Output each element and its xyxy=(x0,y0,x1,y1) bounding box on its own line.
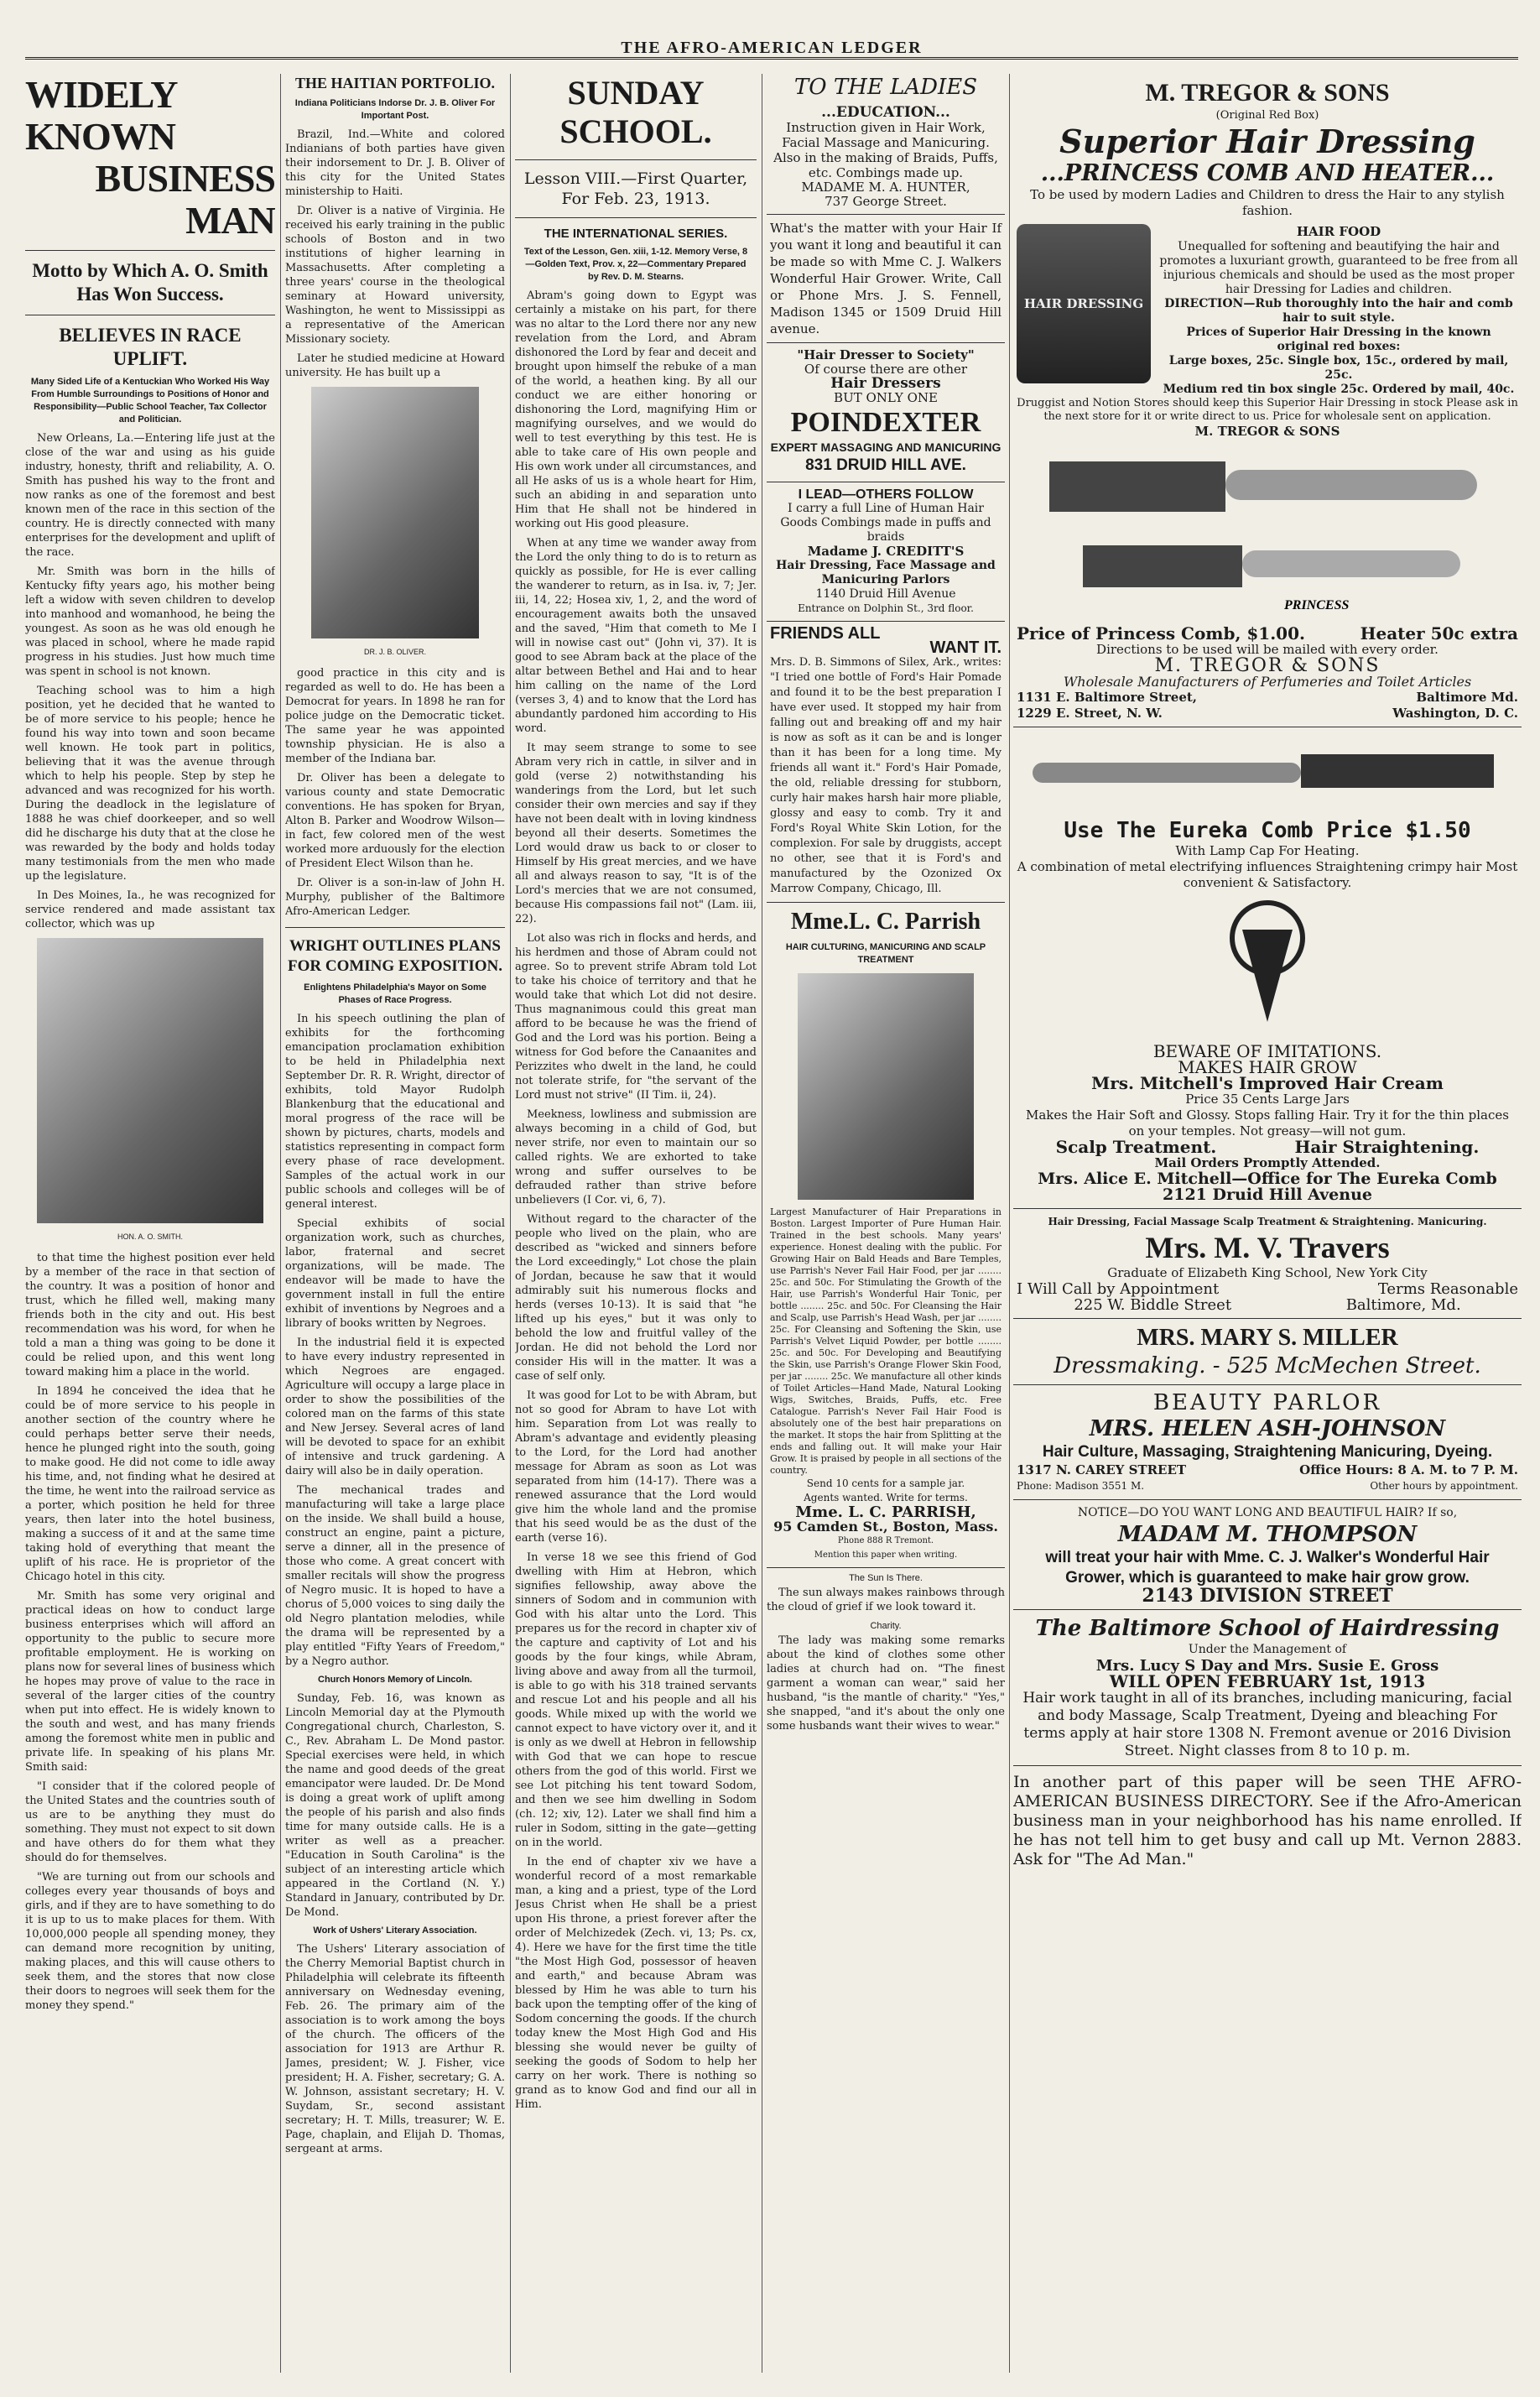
subheading: Indiana Politicians Indorse Dr. J. B. Oliver For Important Post. xyxy=(294,98,496,121)
masthead: THE AFRO-AMERICAN LEDGER xyxy=(25,39,1518,60)
ad-address: 95 Camden St., Boston, Mass. xyxy=(773,1519,998,1535)
paragraph: Without regard to the character of the people who lived on the plain, who are described as "wicked and sinners before the Lord exceedingly," Lot chose the plain of Jordan, because he saw that it would admirably suit his numerous flocks and herds (verses 10-13). It is said that "he lifted up his eyes," but it was only to behold the low and fruitful valley of the Jordan. He did not behold the Lord nor consider His will in the matter. It was a case of self only. xyxy=(515,1213,757,1383)
paragraph: Sunday, Feb. 16, was known as Lincoln Memorial day at the Plymouth Congregational church, Charleston, S. C., Rev. Abraham L. De Mond pastor. Special exercises were held, in which the name and good deeds of the great emancipator were lauded. Dr. De Mond is doing a great work of uplift among the people of his parish and also finds time for many outside calls. He is a writer as well as a preacher. "Education in South Carolina" is the subject of an interesting article which appeared in the Cortland (N. Y.) Standard in January, contributed by Dr. De Mond. xyxy=(285,1692,505,1919)
ad-hunter xyxy=(767,101,1005,215)
paragraph: Teaching school was to him a high position, yet he decided that he wanted to be of more service to his people; hence he found his way into town and soon became well known. He took part in politics, believing that it was the avenue through which to help his people. Step by step he advanced and was recognized for his worth. During the deadlock in the legislature of 1888 he was chief doorkeeper, and so well did he discharge his duty that at the close he was rewarded by the body and holds today many testimonials from the men who made up the legislature. xyxy=(25,685,275,883)
ad-line: EXPERT MASSAGING AND MANICURING xyxy=(770,440,1002,454)
paragraph: Brazil, Ind.—White and colored Indianians of both parties have given their indorsement to Dr. J. B. Oliver of this city for the United States ministership to Haiti. xyxy=(285,128,505,198)
ad-fennell: What's the matter with your Hair If you want it long and beautiful it can be made so with Mme C. J. Walkers Wonderful Hair Grower. Write, Call or Phone Mrs. J. S. Fennell, Madison 1345 or 1509 Druid Hill avenue. xyxy=(767,215,1005,343)
ad-brand: Mrs. M. V. Travers xyxy=(1145,1231,1390,1264)
ad-price: Heater 50c extra xyxy=(1360,623,1518,644)
ad-line: Office Hours: 8 A. M. to 7 P. M. xyxy=(1299,1462,1518,1477)
lesson-title: Lesson VIII.—First Quarter, For Feb. 23, 1913. xyxy=(523,169,748,208)
ad-address: 2143 DIVISION STREET xyxy=(1142,1585,1393,1607)
section-heading: THE HAITIAN PORTFOLIO. xyxy=(295,75,495,91)
headline-line-2: BUSINESS MAN xyxy=(95,157,275,242)
headline-line-1: WIDELY KNOWN xyxy=(25,74,176,158)
ad-travers xyxy=(1013,1209,1522,1319)
headline: SUNDAY SCHOOL. xyxy=(559,74,712,150)
ad-line: Dressmaking. - 525 McMechen Street. xyxy=(1054,1353,1481,1378)
paragraph: The Ushers' Literary association of the Cherry Memorial Baptist church in Philadelphia will celebrate its fifteenth anniversary on Wednesday evening, Feb. 26. The primary aim of the association is to work among the boys of the church. The officers of the association for 1913 are Arthur R. James, president; W. J. Fisher, vice president; H. A. Fisher, secretary; G. A. W. Johnson, assistant secretary; H. V. Suydam, Sr., second assistant secretary; H. T. Mills, treasurer; W. E. Page, chaplain, and Elijah D. Thomas, sergeant at arms. xyxy=(285,1943,505,2155)
article-deck: Many Sided Life of a Kentuckian Who Worked His Way From Humble Surroundings to Positions of Honor and Responsibility—Public School Teacher, Tax Collector and Politician. xyxy=(30,377,270,425)
ad-creditt xyxy=(767,482,1005,622)
princess-label: PRINCESS xyxy=(1284,598,1350,612)
ad-line: Hair Dressing, Facial Massage Scalp Treatment & Straightening. Manicuring. xyxy=(1048,1216,1487,1227)
ad-line: HAIR CULTURING, MANICURING AND SCALP TREATMENT xyxy=(785,942,986,965)
ad-parrish xyxy=(767,903,1005,1568)
lamp-cap-emblem-illustration xyxy=(1213,896,1322,1039)
ad-text: DIRECTION—Rub thoroughly into the hair and comb hair to suit style. xyxy=(1164,297,1513,325)
paragraph: Dr. Oliver is a native of Virginia. He received his early training in the public schools of Boston and in two institutions of higher learning in Massachusetts. After completing a three years' course in the theological seminary at Howard university, Washington, he went to Mississippi as a representative of the American Missionary society. xyxy=(285,205,505,346)
ad-address: Baltimore, Md. xyxy=(1345,1296,1461,1314)
ad-text: Druggist and Notion Stores should keep this Superior Hair Dressing in stock Please ask in the next store for it or write direct to us. Price for wholesale sent on application. xyxy=(1017,397,1518,423)
ad-poindexter xyxy=(767,343,1005,482)
ad-heading: WANT IT. xyxy=(929,638,1002,657)
ad-address: 1131 E. Baltimore Street, xyxy=(1017,690,1198,705)
ad-text: Hair work taught in all of its branches, including manicuring, facial and body Massage, Scalp Treatment, Dyeing and bleaching For terms apply at hair store 1308 N. Fremont avenue or 2016 Division Street. Night classes from 8 to 10 p. m. xyxy=(1022,1690,1512,1759)
ad-line: "Hair Dresser to Society" xyxy=(797,347,975,362)
ad-text: Instruction given in Hair Work, Facial Massage and Manicuring. Also in the making of Braids, Puffs, etc. Combings made up. xyxy=(773,120,998,180)
ad-line: Hair Straightening. xyxy=(1294,1137,1480,1157)
ad-price: Large boxes, 25c. Single box, 15c., ordered by mail, 25c. xyxy=(1168,354,1509,382)
ad-line: Other hours by appointment. xyxy=(1370,1480,1518,1492)
ad-heading: FRIENDS ALL xyxy=(770,624,881,643)
lesson-text-note: Text of the Lesson, Gen. xiii, 1-12. Memory Verse, 8—Golden Text, Prov. x, 22—Commentary Prepared by Rev. D. M. Stearns. xyxy=(523,247,748,282)
ad-eureka-comb xyxy=(1013,727,1522,1209)
column-smith-article xyxy=(25,74,275,2373)
ad-address: 2121 Druid Hill Avenue xyxy=(1163,1185,1372,1204)
portrait-photo-smith xyxy=(37,938,263,1223)
ad-text: To be used by modern Ladies and Children to dress the Hair to any stylish fashion. xyxy=(1030,187,1505,218)
item-heading: Charity. xyxy=(870,1621,902,1631)
ad-line: Of course there are other xyxy=(804,362,968,377)
column-sunday-school xyxy=(515,74,757,2373)
ad-heading: MAKES HAIR GROW xyxy=(1178,1057,1357,1077)
ad-heading: Use The Eureka Comb Price $1.50 xyxy=(1064,818,1471,843)
ad-text: A combination of metal electrifying influences Straightening crimpy hair Most convenient & Satisfactory. xyxy=(1017,859,1518,890)
ad-line: Terms Reasonable xyxy=(1377,1280,1518,1298)
hair-dressing-tin-illustration: HAIR DRESSING xyxy=(1017,224,1151,383)
ad-text: Largest Manufacturer of Hair Preparations in Boston. Largest Importer of Pure Human Hair. Trained in the best schools. Many years' experience. Honest dealing with the public. For Growing Hair on Bald Heads and Bare Temples, use Parrish's Never Fail Hair Food, per jar ........ 25c. and 50c. For Stimulating the Growth of the Hair, use Parrish's Wonderful Hair Tonic, per bottle ........ 25c. and 50c. For Cleansing the Hair and Scalp, use Parrish's Head Wash, per jar ........ 25c. For Cleansing and Softening the Skin, use Parrish's Velvet Liquid Powder, per bottle ........ 25c. and 50c. For Developing and Beautifying the Skin, use Parrish's Orange Flower Skin Food, per jar ........ 25c. We manufacture all other kinds of Toilet Articles—Hand Made, Natural Looking Wigs, Switches, Braids, Puffs, etc. Free Catalogue. Parrish's Never Fail Hair Food is absolutely one of the best hair preparations on the market. It stops the hair from Splitting at the ends and falling out. It will make your Hair Grow. It is praised by people in all sections of the country. xyxy=(770,1206,1002,1476)
ad-brand: MRS. HELEN ASH-JOHNSON xyxy=(1089,1416,1446,1441)
ad-note: Entrance on Dolphin St., 3rd floor. xyxy=(798,602,974,614)
portrait-photo-oliver xyxy=(311,387,479,638)
paragraph: The mechanical trades and manufacturing will take a large place on the inside. We shall build a house, construct an engine, paint a picture, serve a dinner, all in the presence of those who come. A great concert with smaller recitals will show the progress of Negro music. It is hoped to have a chorus of 5,000 voices to sing daily the old Negro plantation melodies, while the drama will be represented by a play entitled "Fifty Years of Freedom," by a Negro author. xyxy=(285,1484,505,1668)
paragraph: Meekness, lowliness and submission are always becoming in a child of God, but never strife, nor even to maintain our so called rights. We are exhorted to take wrong and suffer ourselves to be defrauded rather than strive before unbelievers (I Cor. vi, 6, 7). xyxy=(515,1108,757,1206)
column-haitian-portfolio xyxy=(285,74,505,2373)
item-heading: The Sun Is There. xyxy=(849,1573,923,1583)
ad-brand: M. TREGOR & SONS xyxy=(1154,655,1381,676)
ad-line: M. TREGOR & SONS xyxy=(1194,424,1340,439)
ad-name: Madame J. CREDITT'S xyxy=(807,544,965,559)
ad-line: Agents wanted. Write for terms. xyxy=(804,1492,968,1503)
ad-line: Mail Orders Promptly Attended. xyxy=(1154,1155,1381,1170)
paragraph: In his speech outlining the plan of exhibits for the forthcoming emancipation proclamation exhibition to be held in Philadelphia next September Dr. R. R. Wright, director of exhibits, told Mayor Rudolph Blankenburg that the educational and moral progress of the race will be shown by pictures, charts, models and statistics representing in compact form every phase of race development. Samples of the actual work in our public schools and colleges will be of general interest. xyxy=(285,1013,505,1211)
column-hair-ads xyxy=(1013,74,1522,2373)
ad-line: Directions to be used will be mailed with every order. xyxy=(1096,642,1439,657)
ad-address: 1317 N. CAREY STREET xyxy=(1017,1462,1187,1477)
subheading: Church Honors Memory of Lincoln. xyxy=(318,1675,472,1685)
paragraph: good practice in this city and is regarded as well to do. He has been a Democrat for years. In 1898 he ran for police judge on the Democratic ticket. The same year he was appointed township physician. He is also a member of the Indiana bar. xyxy=(285,667,505,765)
ad-name: MADAME M. A. HUNTER, xyxy=(801,180,970,195)
ad-line: Scalp Treatment. xyxy=(1055,1137,1217,1157)
ad-address: 1229 E. Street, N. W. xyxy=(1017,706,1163,721)
paragraph: Lot also was rich in flocks and herds, and his herdmen and those of Abram could not agree. So to prevent strife Abram told Lot to take his choice of territory and that he would take that which Lot did not desire. Thus magnanimous could this great man afford to be because he was the friend of God and the Lord was his portion. Being a witness for God before the Canaanites and Perizzites who dwelt in the land, he could not tolerate strife, for "the servant of the Lord must not strive" (II Tim. ii, 24). xyxy=(515,932,757,1102)
ad-ash-johnson xyxy=(1013,1385,1522,1500)
ad-address: 225 W. Biddle Street xyxy=(1074,1296,1232,1314)
ad-line: Send 10 cents for a sample jar. xyxy=(806,1477,965,1489)
ad-brand: MADAM M. THOMPSON xyxy=(1117,1522,1418,1547)
portrait-photo-parrish xyxy=(798,973,974,1200)
ladies-heading: TO THE LADIES xyxy=(793,75,978,100)
photo-caption: DR. J. B. OLIVER. xyxy=(363,648,427,656)
eureka-comb-illustration xyxy=(1024,737,1511,813)
ad-text: will treat your hair with Mme. C. J. Walker's Wonderful Hair Grower, which is guaranteed to make hair grow grow. xyxy=(1045,1549,1490,1587)
ad-line: Graduate of Elizabeth King School, New York City xyxy=(1107,1265,1428,1280)
ad-heading: Superior Hair Dressing xyxy=(1059,122,1475,160)
headline-line-2: FOR COMING EXPOSITION. xyxy=(288,957,502,975)
paragraph: In Des Moines, Ia., he was recognized for service rendered and made assistant tax collector, which was up xyxy=(25,889,275,930)
column-ladies-ads xyxy=(767,74,1005,2373)
ad-text: Mrs. D. B. Simmons of Silex, Ark., writes: "I tried one bottle of Ford's Hair Pomade and found it to be the best preparation I have ever used. It stopped my hair from falling out and breaking off and my hair is now as soft as it can be and is longer than it has been for a long time. My friends all want it." Ford's Hair Pomade, the old, reliable dressing for stubborn, curly hair makes harsh hair more pliable, glossy and easy to comb. Try it and Ford's Royal White Skin Lotion, for the complexion. For sale by druggists, accept no other, see that it is Ford's and manufactured by the Ozonized Ox Marrow Company, Chicago, Ill. xyxy=(770,656,1002,895)
subheading: Enlightens Philadelphia's Mayor on Some Phases of Race Progress. xyxy=(304,982,486,1005)
ad-heading: ...EDUCATION... xyxy=(821,104,950,121)
paragraph: Mr. Smith was born in the hills of Kentucky fifty years ago, his mother being left a widow with seven children to develop into manhood and womanhood, he being the youngest. As soon as he was old enough he was placed in school, where he made rapid progress in his studies. Just how much time was spent in school is not known. xyxy=(25,565,275,678)
photo-caption: HON. A. O. SMITH. xyxy=(117,1232,183,1241)
ad-thompson xyxy=(1013,1500,1522,1610)
subheadline: Motto by Which A. O. Smith Has Won Success. xyxy=(32,260,268,305)
ad-phone: Phone: Madison 3551 M. xyxy=(1017,1480,1145,1492)
ad-line: With Lamp Cap For Heating. xyxy=(1175,843,1360,858)
ad-heading: ...PRINCESS COMB AND HEATER... xyxy=(1040,160,1495,186)
ad-line: NOTICE—DO YOU WANT LONG AND BEAUTIFUL HAIR? If so, xyxy=(1077,1506,1458,1519)
ad-address: 831 DRUID HILL AVE. xyxy=(805,456,966,474)
ad-address: Baltimore Md. xyxy=(1416,690,1518,705)
ad-heading: BEAUTY PARLOR xyxy=(1152,1390,1382,1415)
ad-baltimore-school xyxy=(1013,1610,1522,1766)
ad-brand: POINDEXTER xyxy=(790,407,981,438)
ad-line: BUT ONLY ONE xyxy=(834,390,938,405)
ad-brand: Mme.L. C. Parrish xyxy=(790,909,981,935)
ad-name: Mme. L. C. PARRISH, xyxy=(795,1503,976,1521)
ad-brand: MRS. MARY S. MILLER xyxy=(1137,1325,1398,1351)
ad-price: Medium red tin box single 25c. Ordered by mail, 40c. xyxy=(1163,383,1515,396)
ad-name: Mrs. Alice E. Mitchell—Office for The Eureka Comb xyxy=(1038,1170,1497,1188)
column-rule xyxy=(510,74,511,2373)
series-title: THE INTERNATIONAL SERIES. xyxy=(544,227,728,241)
column-rule xyxy=(1009,74,1010,2373)
paragraph: When at any time we wander away from the Lord the only thing to do is to return as quickly as possible, for He is ever calling the wanderer to return, as in Isa. iv, 7; Jer. iii, 14, 22; Hosea xiv, 1, 2, and the word of encouragement awaits both the unsaved and the saved, "Him that cometh to Me I will in nowise cast out" (John vi, 37). It is good to see Abram back at the place of the altar between Bethel and Hai and to hear him calling on the name of the Lord (verses 3, 4) and to know that the Lord has abundantly pardoned him according to His word. xyxy=(515,537,757,735)
ad-brand: The Baltimore School of Hairdressing xyxy=(1035,1616,1500,1641)
ad-text: I carry a full Line of Human Hair Goods Combings made in puffs and braids xyxy=(780,502,991,544)
ad-tregor xyxy=(1013,74,1522,727)
paragraph: Special exhibits of social organization work, such as churches, labor, fraternal and secret organizations, will be made. The endeavor will be made to have the government install in full the entire exhibit of inventions by Negroes and a library of books written by Negroes. xyxy=(285,1217,505,1330)
paragraph: Mr. Smith has some very original and practical ideas on how to conduct large business enterprises which will afford an opportunity to the public to secure more profitable employment. He is working on plans now for several lines of business which he hopes may prove of value to the race in several of the larger cities of the country when put into effect. He is widely known to the south and west, and has many friends among the foremost white men in public and private life. In speaking of his plans Mr. Smith said: xyxy=(25,1590,275,1774)
ad-heading: BEWARE OF IMITATIONS. xyxy=(1152,1041,1382,1061)
paragraph: New Orleans, La.—Entering life just at the close of the war and using as his guide industry, honesty, thrift and reliability, A. O. Smith has pushed his way to the front and now ranks as one of the foremost and best known men of the race in this section of the country. He is directly connected with many enterprises for the development and uplift of the race. xyxy=(25,432,275,559)
ad-text: Prices of Superior Hair Dressing in the known original red boxes: xyxy=(1186,326,1491,353)
paragraph: It may seem strange to some to see Abram very rich in cattle, in silver and in gold (verse 2) notwithstanding his wanderings from the Lord, but let such consider their own mercies and say if they have not been dealt with in loving kindness beyond all their deserts. Sometimes the Lord would draw us back to or closer to Himself by His great mercies, and we have all and always reason to say, "It is of the Lord's mercies that we are not consumed, because His compassions fail not" (Lam. iii, 22). xyxy=(515,742,757,925)
subheading: Work of Ushers' Literary Association. xyxy=(313,1925,477,1936)
ad-text: Unequalled for softening and beautifying the hair and promotes a luxuriant growth, guaranteed to be free from all injurious chemicals and should be used as the most proper hair Dressing for Ladies and children. xyxy=(1159,240,1518,296)
ad-name: Mrs. Lucy S Day and Mrs. Susie E. Gross xyxy=(1095,1657,1439,1675)
ad-heading: HAIR FOOD xyxy=(1296,224,1381,239)
business-directory-notice: In another part of this paper will be seen THE AFRO-AMERICAN BUSINESS DIRECTORY. See if the Afro-American business man in your neighborhood has his name enrolled. If he has not tell him to get busy and call up Mt. Vernon 2883. Ask for "The Ad Man." xyxy=(1013,1773,1522,1868)
paragraph: The lady was making some remarks about the kind of clothes some other ladies at church had on. "The finest garment a woman can wear," said her husband, "is the mantle of charity." "Yes," she snapped, "and it's about the only one some husbands want their wives to wear." xyxy=(767,1634,1005,1733)
ad-line: I Will Call by Appointment xyxy=(1017,1280,1220,1298)
subheadline-2: BELIEVES IN RACE UPLIFT. xyxy=(59,325,242,369)
paragraph: Dr. Oliver is a son-in-law of John H. Murphy, publisher of the Baltimore Afro-American Ledger. xyxy=(285,877,505,918)
ad-text: Hair Culture, Massaging, Straightening Manicuring, Dyeing. xyxy=(1042,1443,1493,1461)
ad-text: Hair Dressing, Face Massage and Manicuring Parlors xyxy=(776,559,996,586)
ad-text: Makes the Hair Soft and Glossy. Stops falling Hair. Try it for the thin places on your temples. Not greasy—will not gum. xyxy=(1026,1107,1509,1139)
ad-brand: Mrs. Mitchell's Improved Hair Cream xyxy=(1091,1073,1444,1093)
princess-comb-heater-illustration xyxy=(1033,445,1502,621)
ad-brand: M. TREGOR & SONS xyxy=(1145,79,1390,107)
ad-price: Price of Princess Comb, $1.00. xyxy=(1017,623,1305,644)
ad-heading: WILL OPEN FEBRUARY 1st, 1913 xyxy=(1109,1671,1426,1691)
ad-note: Mention this paper when writing. xyxy=(814,1550,958,1560)
ad-phone: Phone 888 R Tremont. xyxy=(837,1536,934,1545)
paragraph: It was good for Lot to be with Abram, but not so good for Abram to have Lot with him. Separation from Lot was really to Abram's advantage and evidently pleasing to the Lord, for the Lord had another message for Abram as soon as Lot was separated from him (14-17). There was a renewed assurance that the Lord would give him the whole land and the promise that his seed would be as the dust of the earth (verse 16). xyxy=(515,1389,757,1545)
ad-line: Wholesale Manufacturers of Perfumeries and Toilet Articles xyxy=(1063,674,1472,690)
paragraph: In verse 18 we see this friend of God dwelling with Him at Hebron, which signifies fellowship, away above the sinners of Sodom and in communion with God with his altar unto the Lord. This prepares us for the record in chapter xiv of the capture and captivity of Lot and his goods by the four kings, while Abram, living above and away from all the turmoil, is able to go with his 318 trained servants and rescue Lot and his people and all his goods. While mixed up with the world we cannot expect to have victory over it, and it is only as we dwell at Hebron in fellowship with God that we can hope to rescue others from the god of this world. First we see Lot pitching his tent toward Sodom, and then we see him dwelling in Sodom (ch. 12; xiv, 12). Later we shall find him a ruler in Sodom, sitting in the gate—getting on in the world. xyxy=(515,1551,757,1849)
paragraph: In 1894 he conceived the idea that he could be of more service to his people in another section of the country where he could perhaps better serve their needs, hence he plunged right into the south, going to make good. He did not come to idle away his time, and, not finding what he desired at the time, he went into the railroad service as a porter, which position he held for three years, then later into the hotel business, making a success of it and at the same time taking hold of everything that meant the uplift of his race. He is proprietor of the Chicago hotel in this city. xyxy=(25,1385,275,1583)
paragraph: "We are turning out from our schools and colleges every year thousands of boys and girls, and if they are to have something to do it is up to us to make places for them. With 10,000,000 people all spending money, they can demand more recognition by uniting, making places, and this will cause others to seek them, and the stores that now close their doors to negroes will seek them for the money they spend." xyxy=(25,1871,275,2012)
ad-line: (Original Red Box) xyxy=(1215,109,1319,122)
ad-ford-pomade xyxy=(767,622,1005,903)
ad-price: Price 35 Cents Large Jars xyxy=(1185,1092,1350,1107)
ad-address: 737 George Street. xyxy=(825,194,947,209)
paragraph: to that time the highest position ever held by a member of the race in that section of the country. It was a position of honor and trust, which he filled well, making many friends both in the city and out. His best recommendation was his word, for when he told a man a thing was going to be done it could be relied upon, and this went long toward making him a place in the world. xyxy=(25,1252,275,1378)
paragraph: Dr. Oliver has been a delegate to various county and state Democratic conventions. He has spoken for Bryan, Alton B. Parker and Woodrow Wilson—in fact, few colored men of the west worked more arduously for the election of President Elect Wilson than he. xyxy=(285,772,505,870)
column-rule xyxy=(280,74,281,2373)
ad-line: Under the Management of xyxy=(1188,1643,1347,1656)
paragraph: "I consider that if the colored people of the United States and the countries south of us are to be anything they must do something. They must not expect to sit down and have others do for them what they should do for themselves. xyxy=(25,1780,275,1864)
paragraph: In the industrial field it is expected to have every industry represented in which Negroes are engaged. Agriculture will occupy a large place in order to show the possibilities of the colored man on the farms of this state and New Jersey. Several acres of land will be devoted to space for an exhibit of intensive and truck gardening. A dairy will also be in daily operation. xyxy=(285,1337,505,1477)
paragraph: In the end of chapter xiv we have a wonderful record of a most remarkable man, a king and a priest, type of the Lord Jesus Christ when He shall be a priest upon His throne, a priest forever after the order of Melchizedek (Zech. vi, 13; Ps. cx, 4). Here we have for the first time the title "the Most High God, possessor of heaven and earth," and because Abram was blessed by Him he was able to turn his back upon the tempting offer of the king of Sodom concerning the goods. If the church today knew the Most High God and His blessing she would never be guilty of seeking the goods of Sodom to help her carry on her work. There is nothing so grand as to know God and find our all in Him. xyxy=(515,1856,757,2111)
paragraph: The sun always makes rainbows through the cloud of grief if we look toward it. xyxy=(767,1587,1005,1613)
paragraph: Abram's going down to Egypt was certainly a mistake on his part, for there was no altar to the Lord there nor any new revelation from the Lord, and Abram dishonored the Lord by fear and deceit and brought upon himself the rebuke of a man of the world, a heathen king. By all our conduct we are either honoring or dishonoring the Lord, magnifying Him or magnifying ourselves, and we would do well to test everything by this test. He is able to take care of His own people and His own work under all circumstances, and all He asks of us is a whole heart for Him, such an abiding in and separation unto Him that He shall not be hindered in working out His good pleasure. xyxy=(515,289,757,530)
headline-line-1: WRIGHT OUTLINES PLANS xyxy=(289,937,501,955)
ad-address: Washington, D. C. xyxy=(1392,706,1518,721)
ad-address: 1140 Druid Hill Avenue xyxy=(815,587,956,601)
ad-line: Hair Dressers xyxy=(830,375,941,392)
paragraph: Later he studied medicine at Howard university. He has built up a xyxy=(285,352,505,379)
ad-miller xyxy=(1013,1319,1522,1385)
ad-heading: I LEAD—OTHERS FOLLOW xyxy=(798,487,974,502)
